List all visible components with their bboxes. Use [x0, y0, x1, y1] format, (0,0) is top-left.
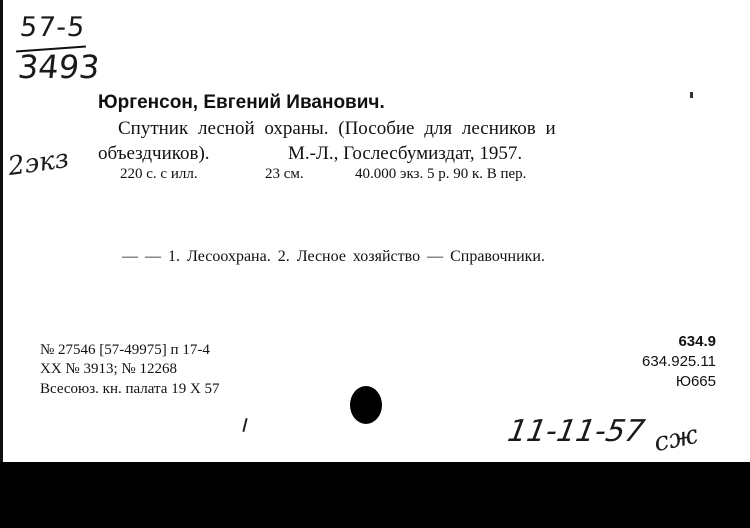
author-heading: Юргенсон, Евгений Иванович.: [98, 92, 385, 113]
punch-hole: [350, 386, 382, 424]
imprint: М.-Л., Гослесбумиздат, 1957.: [288, 143, 523, 164]
card-bottom-edge: [0, 462, 750, 528]
handwritten-initials: сж: [651, 419, 701, 459]
pencil-tick: [242, 418, 247, 432]
shelf-mark-top: 57-5: [18, 12, 87, 43]
title-line-1: Спутник лесной охраны. (Пособие для лесников и: [118, 118, 556, 139]
print-run-price: 40.000 экз. 5 р. 90 к. В пер.: [355, 166, 527, 182]
pencil-mark: [690, 92, 693, 98]
accession-line-1: № 27546 [57-49975] п 17-4: [40, 342, 210, 358]
pages: 220 с. с илл.: [120, 166, 198, 182]
classification-1: 634.9: [678, 333, 716, 350]
handwritten-date: 11-11-57: [504, 414, 648, 449]
accession-line-2: XX № 3913; № 12268: [40, 361, 177, 377]
title-line-2: объездчиков).: [98, 143, 210, 164]
card-left-border: [0, 0, 3, 462]
copies-note: 2экз: [6, 143, 71, 183]
classification-2: 634.925.11: [642, 353, 716, 370]
accession-line-3: Всесоюз. кн. палата 19 X 57: [40, 381, 220, 397]
classification-3: Ю665: [675, 373, 716, 390]
size: 23 см.: [265, 166, 304, 182]
shelf-mark-bottom: 3493: [16, 48, 102, 86]
subject-headings: — — 1. Лесоохрана. 2. Лесное хозяйство — Справочники.: [122, 248, 545, 265]
